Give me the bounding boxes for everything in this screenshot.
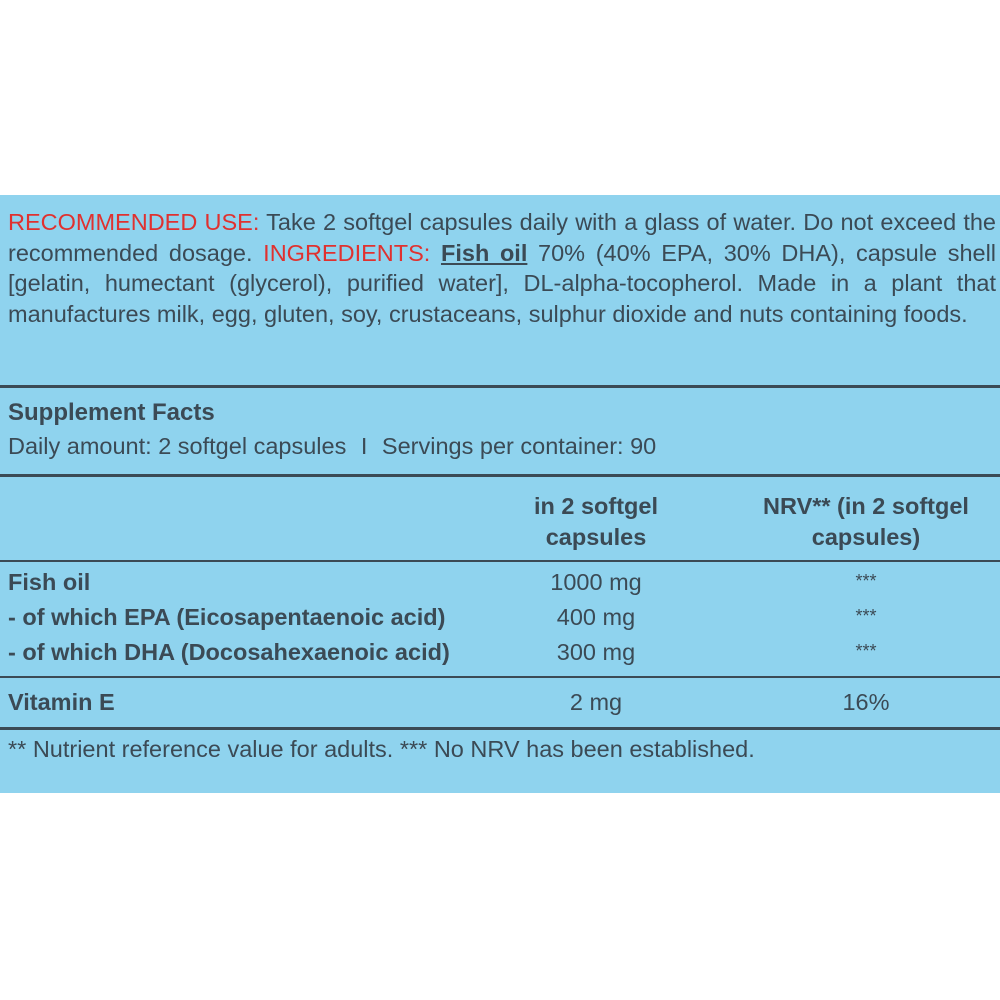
- column-header-amount: in 2 softgel capsules: [533, 493, 659, 550]
- nutrient-amount-vitamin-e: 2 mg: [569, 689, 623, 715]
- nutrient-nrv-vitamin-e: 16%: [842, 689, 890, 715]
- daily-amount-line: [8, 433, 656, 460]
- nutrient-name-fish-oil: Fish oil: [8, 569, 91, 595]
- daily-separator: I: [360, 433, 368, 459]
- nutrient-nrv-epa: ***: [855, 606, 877, 626]
- divider-bottom: [0, 727, 1000, 730]
- recommended-use-text: Take 2 softgel capsules daily with a glass of water. Do not exceed the recommended dosage.: [8, 209, 997, 266]
- column-header-nrv: NRV** (in 2 softgel capsules): [763, 493, 969, 550]
- supplement-facts-title: Supplement Facts: [8, 399, 215, 426]
- nutrient-name-dha: - of which DHA (Docosahexaenoic acid): [8, 639, 450, 665]
- ingredients-label: INGREDIENTS:: [263, 239, 431, 266]
- fish-oil-highlight: Fish oil: [440, 239, 528, 266]
- ingredients-text: 70% (40% EPA, 30% DHA), capsule shell [gelatin, humectant (glycerol), purified water], DL-alpha-tocopherol. Made in a plant that manufactures milk, egg, gluten, soy, crustaceans, sulphur dioxide and nuts containing foods.: [8, 239, 997, 327]
- nutrient-amount-epa: 400 mg: [556, 604, 636, 630]
- supplement-label-panel: [0, 195, 1000, 793]
- nrv-footnote: ** Nutrient reference value for adults. *** No NRV has been established.: [8, 736, 755, 762]
- daily-amount: Daily amount: 2 softgel capsules: [8, 433, 347, 459]
- divider-header: [0, 560, 1000, 562]
- nutrient-nrv-fish-oil: ***: [855, 571, 877, 591]
- servings-per-container: Servings per container: 90: [381, 433, 657, 459]
- divider-vitamin: [0, 676, 1000, 678]
- divider-facts: [0, 474, 1000, 477]
- recommended-use-label: RECOMMENDED USE:: [8, 209, 260, 235]
- recommended-use-paragraph: [8, 207, 996, 329]
- nutrient-nrv-dha: ***: [855, 641, 877, 661]
- nutrient-name-vitamin-e: Vitamin E: [8, 689, 115, 715]
- nutrient-amount-fish-oil: 1000 mg: [550, 569, 642, 595]
- divider-top: [0, 385, 1000, 388]
- nutrient-amount-dha: 300 mg: [556, 639, 636, 665]
- nutrient-name-epa: - of which EPA (Eicosapentaenoic acid): [8, 604, 446, 630]
